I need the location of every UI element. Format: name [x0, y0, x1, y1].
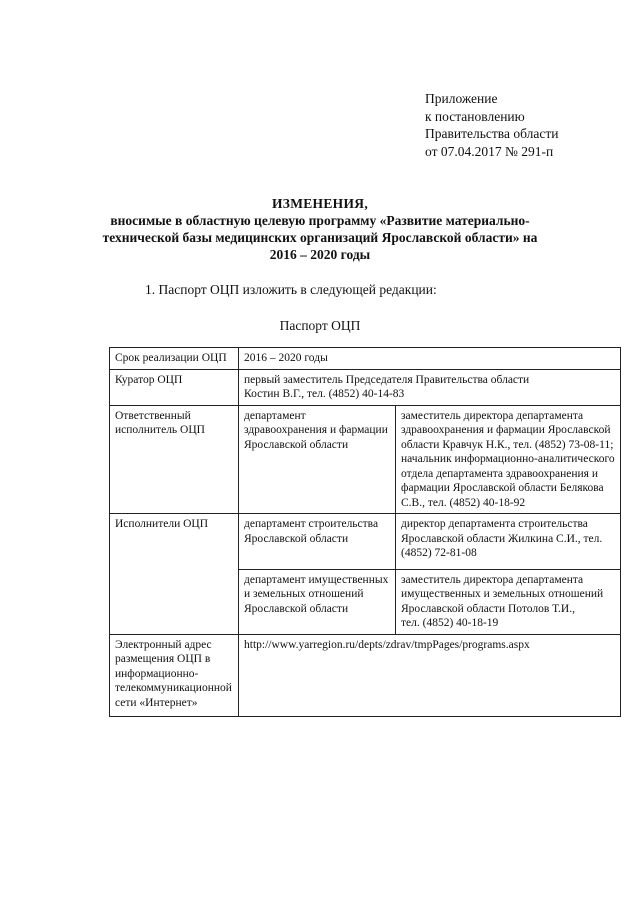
org-cell: департамент строительства Ярославской области [239, 514, 396, 570]
table-row [110, 514, 621, 570]
program-link[interactable]: http://www.yarregion.ru/depts/zdrav/tmpPages/programs.aspx [239, 634, 621, 717]
appendix-line: Правительства области [425, 126, 559, 141]
appendix-line: к постановлению [425, 108, 525, 124]
appendix-line: от 07.04.2017 № 291-п [425, 143, 554, 159]
contact-entry: начальник информационно-аналитического отдела департамента здравоохранения и фармации Ярославской области Белякова С.В., тел. (4852) 40-18-92 [401, 453, 615, 509]
contact-cell [396, 569, 621, 634]
curator-position: первый заместитель Председателя Правительства области [244, 373, 530, 386]
org-cell: департамент имущественных и земельных отношений Ярославской области [239, 569, 396, 634]
row-label: Срок реализации ОЦП [110, 348, 239, 370]
table-row [110, 369, 621, 405]
row-value: 2016 – 2020 годы [239, 348, 621, 370]
passport-table [109, 347, 621, 717]
title-subline: вносимые в областную целевую программу «Развитие материально- [110, 213, 530, 228]
table-row [110, 634, 621, 717]
contact-entry: заместитель директора департамента имущественных и земельных отношений Ярославской области Потолов Т.И., [401, 573, 604, 615]
table-row [110, 348, 621, 370]
org-cell: департамент здравоохранения и фармации Ярославской области [239, 405, 396, 514]
table-row [110, 405, 621, 514]
document-title [100, 195, 540, 263]
row-label: Куратор ОЦП [110, 369, 239, 405]
title-subline: технической базы медицинских организаций Ярославской области» на [102, 230, 538, 245]
contact-entry: заместитель директора департамента здравоохранения и фармации Ярославской области Кравчук Н.К., тел. (4852) 73-08-11; [401, 409, 614, 451]
appendix-block [425, 90, 625, 160]
row-label: Ответственный исполнитель ОЦП [110, 405, 239, 514]
curator-contact: Костин В.Г., тел. (4852) 40-14-83 [244, 388, 405, 400]
title-subline: 2016 – 2020 годы [269, 247, 371, 262]
contact-cell: директор департамента строительства Ярославской области Жилкина С.И., тел. (4852) 72-81-08 [396, 514, 621, 570]
row-label: Электронный адрес размещения ОЦП в информационно-телекоммуникационной сети «Интернет» [110, 634, 239, 717]
title-heading: ИЗМЕНЕНИЯ, [271, 196, 368, 211]
appendix-line: Приложение [425, 91, 498, 106]
item-1-text: 1. Паспорт ОЦП изложить в следующей редакции: [145, 282, 437, 297]
row-value [239, 369, 621, 405]
passport-title: Паспорт ОЦП [279, 318, 361, 333]
row-label: Исполнители ОЦП [110, 514, 239, 635]
contact-cell [396, 405, 621, 514]
contact-entry: тел. (4852) 40-18-19 [401, 617, 499, 629]
